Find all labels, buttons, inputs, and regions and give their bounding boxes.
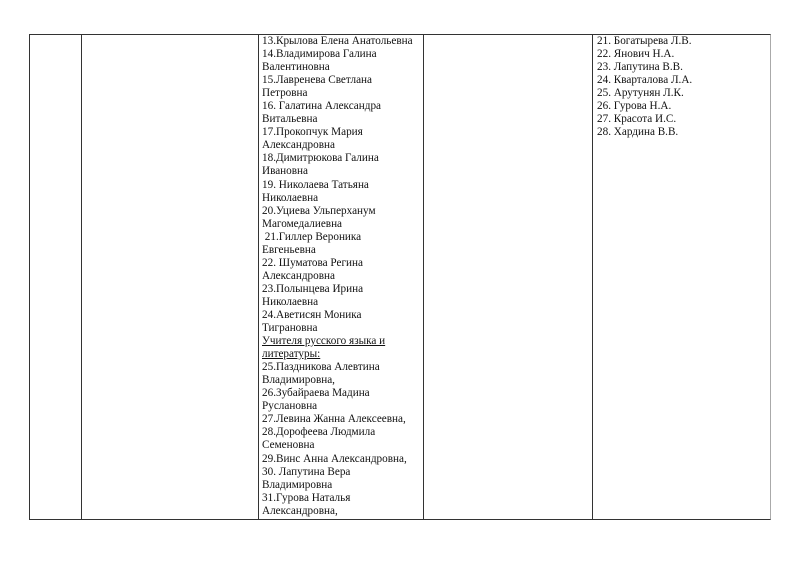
list-item: 15.Лавренева Светлана — [262, 74, 372, 87]
list-item: 30. Лапутина Вера — [262, 465, 351, 478]
list-item: 25.Паздникова Алевтина — [262, 361, 380, 374]
list-item: 21.Гиллер Вероника — [262, 230, 362, 243]
list-item: Владимировна, — [262, 374, 335, 387]
list-item: Петровна — [262, 87, 308, 100]
list-item: 22. Шуматова Регина — [262, 256, 363, 269]
list-item: 23. Лапутина В.В. — [597, 61, 683, 74]
list-item: Александровна — [262, 139, 335, 152]
list-item: Владимировна — [262, 478, 333, 491]
staff-list-cell — [594, 35, 773, 139]
list-item: 16. Галатина Александра — [262, 100, 382, 113]
list-item: 28. Хардина В.В. — [597, 126, 679, 139]
column-divider — [258, 35, 259, 519]
list-item: Семеновна — [262, 439, 315, 452]
list-item: 24.Аветисян Моника — [262, 308, 362, 321]
column-divider — [81, 35, 82, 519]
list-item: 18.Димитрюкова Галина — [262, 152, 379, 165]
list-item: Витальевна — [262, 113, 318, 126]
list-item: 28.Дорофеева Людмила — [262, 426, 376, 439]
list-item: 21. Богатырева Л.В. — [597, 35, 692, 47]
list-item: 26.Зубайраева Мадина — [262, 387, 370, 400]
list-item: Евгеньевна — [262, 243, 316, 256]
list-item: 26. Гурова Н.А. — [597, 100, 672, 113]
list-item: Магомедалиевна — [262, 217, 343, 230]
list-item: 13.Крылова Елена Анатольевна — [262, 35, 413, 47]
list-item: 24. Кварталова Л.А. — [597, 74, 693, 87]
column-divider — [592, 35, 593, 519]
list-item: 23.Полынцева Ирина — [262, 282, 364, 295]
teachers-list-cell — [260, 35, 426, 518]
list-item: Руслановна — [262, 400, 318, 413]
list-item: 19. Николаева Татьяна — [262, 178, 369, 191]
list-item: 17.Прокопчук Мария — [262, 126, 363, 139]
list-item: 29.Винс Анна Александровна, — [262, 452, 407, 465]
list-item: Николаевна — [262, 191, 319, 204]
list-item: 14.Владимирова Галина — [262, 48, 377, 61]
document-table — [29, 34, 771, 520]
list-item: Николаевна — [262, 295, 319, 308]
list-item: Тиграновна — [262, 322, 318, 335]
section-heading: литературы: — [262, 348, 321, 361]
list-item: 27.Левина Жанна Алексеевна, — [262, 413, 406, 426]
list-item: 20.Уциева Ульперханум — [262, 204, 376, 217]
list-item: Ивановна — [262, 165, 308, 178]
list-item: Валентиновна — [262, 61, 330, 74]
list-item: 22. Янович Н.А. — [597, 48, 675, 61]
section-heading: Учителя русского языка и — [262, 335, 386, 348]
list-item: Александровна, — [262, 504, 338, 517]
list-item: 27. Красота И.С. — [597, 113, 677, 126]
list-item: Александровна — [262, 269, 335, 282]
list-item: 25. Арутунян Л.К. — [597, 87, 684, 100]
list-item: 31.Гурова Наталья — [262, 491, 351, 504]
